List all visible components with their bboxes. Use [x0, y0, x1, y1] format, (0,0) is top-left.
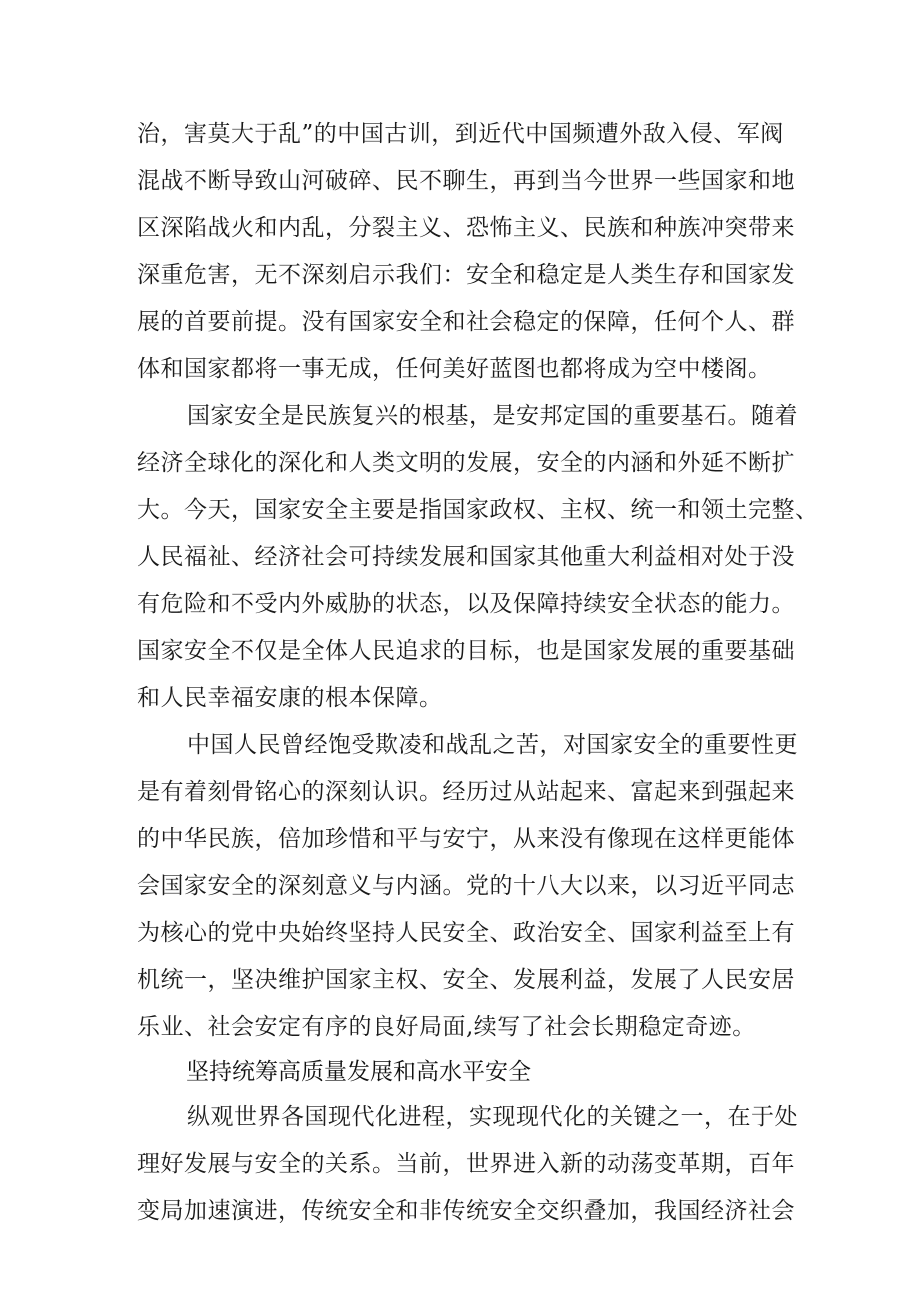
text-line: 国家安全是民族复兴的根基，是安邦定国的重要基石。随着: [187, 403, 798, 429]
text-line: 大。今天，国家安全主要是指国家政权、主权、统一和领土完整、: [137, 497, 819, 523]
section-heading: 坚持统筹高质量发展和高水平安全: [186, 1059, 531, 1085]
text-line: 纵观世界各国现代化进程，实现现代化的关键之一，在于处: [187, 1104, 798, 1130]
text-line: 理好发展与安全的关系。当前，世界进入新的动荡变革期，百年: [137, 1151, 795, 1177]
text-line: 中国人民曾经饱受欺凌和战乱之苦，对国家安全的重要性更: [187, 732, 798, 758]
text-line: 区深陷战火和内乱，分裂主义、恐怖主义、民族和种族冲突带来: [137, 215, 795, 241]
text-line: 为核心的党中央始终坚持人民安全、政治安全、国家利益至上有: [137, 920, 795, 946]
text-line: 治，害莫大于乱”的中国古训，到近代中国频遭外敌入侵、军阀: [137, 121, 784, 147]
text-line: 的中华民族，倍加珍惜和平与安宁，从来没有像现在这样更能体: [137, 826, 795, 852]
text-line: 乐业、社会安定有序的良好局面,续写了社会长期稳定奇迹。: [137, 1014, 756, 1040]
text-line: 会国家安全的深刻意义与内涵。党的十八大以来，以习近平同志: [137, 873, 795, 899]
text-line: 人民福祉、经济社会可持续发展和国家其他重大利益相对处于没: [137, 544, 795, 570]
text-line: 经济全球化的深化和人类文明的发展，安全的内涵和外延不断扩: [137, 450, 795, 476]
text-line: 国家安全不仅是全体人民追求的目标，也是国家发展的重要基础: [137, 638, 795, 664]
text-line: 有危险和不受内外威胁的状态，以及保障持续安全状态的能力。: [137, 591, 795, 617]
text-line: 混战不断导致山河破碎、民不聊生，再到当今世界一些国家和地: [137, 168, 795, 194]
text-line: 和人民幸福安康的根本保障。: [137, 685, 443, 711]
text-line: 是有着刻骨铭心的深刻认识。经历过从站起来、富起来到强起来: [137, 779, 795, 805]
text-line: 机统一，坚决维护国家主权、安全、发展利益，发展了人民安居: [137, 967, 795, 993]
text-line: 变局加速演进，传统安全和非传统安全交织叠加，我国经济社会: [137, 1198, 795, 1224]
text-line: 体和国家都将一事无成，任何美好蓝图也都将成为空中楼阁。: [137, 356, 772, 382]
text-line: 展的首要前提。没有国家安全和社会稳定的保障，任何个人、群: [137, 309, 795, 335]
text-line: 深重危害，无不深刻启示我们：安全和稳定是人类生存和国家发: [137, 262, 795, 288]
